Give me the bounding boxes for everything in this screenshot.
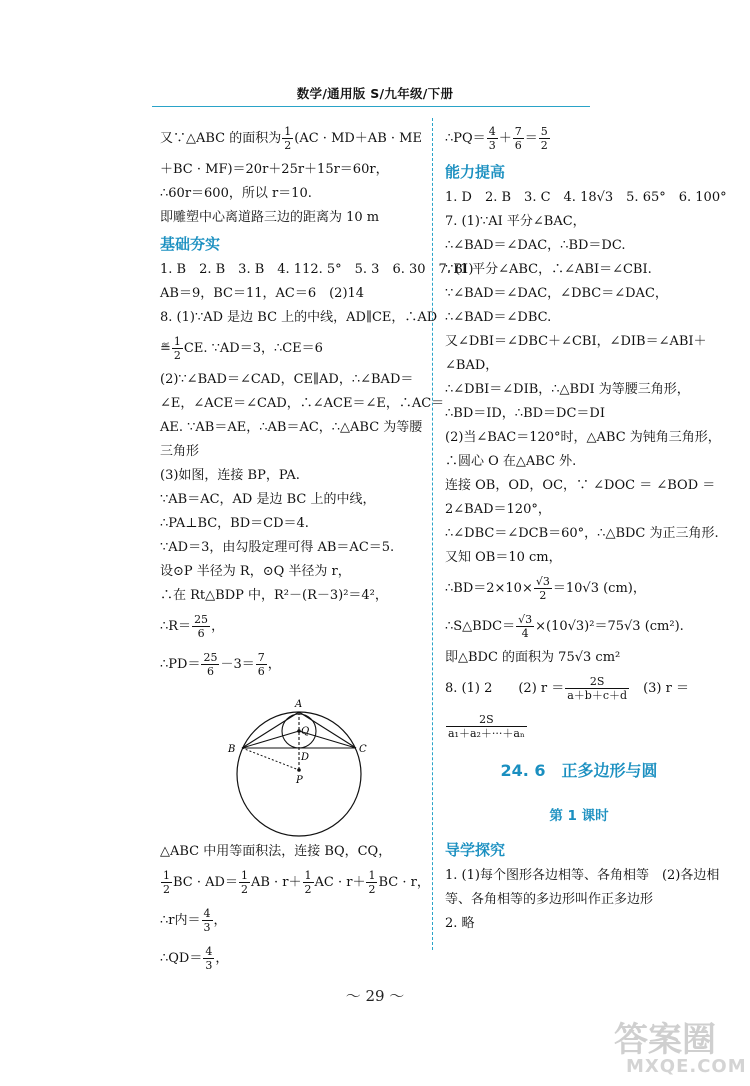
page-header: 数学/通用版 S/九年级/下册 [296, 86, 454, 101]
answer-line: 即△BDC 的面积为 75√3 cm² [445, 650, 621, 665]
circle-geometry-diagram [222, 694, 372, 844]
answer-line: ∴∠DBC＝∠DCB＝60°，∴△BDC 为正三角形. [445, 526, 719, 541]
segment-ab [242, 712, 299, 748]
right-column [445, 120, 727, 936]
answer-line: 2∠BAD＝120°， [445, 502, 551, 517]
answer-line: 等、各角相等的多边形叫作正多边形 [445, 892, 654, 907]
answer-line: ∴∠BAD＝∠DAC，∴BD＝DC. [445, 238, 626, 253]
answer-line: ∴PQ＝ $\frac{4}{3}$ ＋ $\frac{7}{6}$ ＝ $\frac{5}{2}$ [445, 125, 548, 152]
answer-line: ∴BD＝ID，∴BD＝DC＝DI [445, 406, 605, 421]
fraction: $\frac{7}{6}$ [257, 651, 265, 678]
fraction: $\frac{1}{2}$ [173, 335, 181, 362]
answer-line: ∴圆心 O 在△ABC 外. [445, 454, 577, 469]
fraction: $\frac{25}{6}$ [194, 613, 209, 640]
answer-line: ∴PD＝ $\frac{25}{6}$ －3＝ $\frac{7}{6}$ ， [160, 651, 281, 678]
answer-line: ∴S△BDC＝ $\frac{√3}{4}$ ×(10√3)²＝75√3 (cm²). [445, 613, 684, 640]
section-heading: 能力提高 [445, 163, 506, 181]
answer-line: ≝ $\frac{1}{2}$ CE. ∵AD＝3，∴CE＝6 [160, 335, 323, 362]
text-line: ∴60r＝600，所以 r＝10. [160, 186, 312, 201]
answer-line: AB＝9，BC＝11，AC＝6 (2)14 [160, 286, 365, 301]
text-line: ＋BC · MF)＝20r＋25r＋15r＝60r， [160, 162, 389, 177]
answer-line: (2)∵∠BAD＝∠CAD，CE∥AD，∴∠BAD＝ [160, 372, 414, 387]
answer-line: (2)当∠BAC＝120°时，△ABC 为钝角三角形， [445, 430, 721, 445]
answer-line: ∵AB＝AC，AD 是边 BC 上的中线， [160, 492, 376, 507]
answer-line: 1. D 2. B 3. C 4. 18√3 5. 65° 6. 100° [445, 190, 727, 205]
answer-line: ∵AD＝3，由勾股定理可得 AB＝AC＝5. [160, 540, 395, 555]
label-q: Q [301, 726, 310, 737]
lesson-title: 第 1 课时 [549, 808, 609, 824]
answer-line: ∴QD＝ $\frac{4}{3}$ ， [160, 945, 229, 972]
answer-line: 2. 略 [445, 916, 475, 931]
label-d: D [301, 752, 310, 763]
answer-line: 连接 OB，OD，OC，∵ ∠DOC ＝ ∠BOD ＝ [445, 478, 716, 493]
answer-line: 1. (1)每个图形各边相等、各角相等 (2)各边相 [445, 868, 720, 883]
fraction: $\frac{4}{3}$ [205, 945, 213, 972]
text-line: 即雕塑中心离道路三边的距离为 10 m [160, 210, 380, 225]
page-number: ～ 29 ～ [345, 987, 405, 1005]
section-heading: 导学探究 [445, 841, 506, 859]
answer-line: ∴r内＝ $\frac{4}{3}$ ， [160, 907, 227, 934]
answer-line: ∴∠DBI＝∠DIB，∴△BDI 为等腰三角形， [445, 382, 690, 397]
fraction: $\frac{25}{6}$ [203, 651, 218, 678]
watermark-logo: 答案圈 MXQE.COM [614, 1020, 747, 1077]
answer-line: 8. (1) 2 (2) r ＝ $\frac{2S}{a+b+c+d}$ (3) r ＝ [445, 675, 689, 702]
point-p [297, 768, 301, 772]
answer-line: ∴在 Rt△BDP 中，R²－(R－3)²＝4²， [160, 588, 388, 603]
answer-line: (3)如图，连接 BP，PA. [160, 468, 300, 483]
label-b: B [228, 744, 236, 755]
fraction: $\frac{4}{3}$ [203, 907, 211, 934]
answer-line: 设⊙P 半径为 R，⊙Q 半径为 r， [160, 564, 351, 579]
answer-line: ∵∠BAD＝∠DAC，∠DBC＝∠DAC， [445, 286, 668, 301]
answer-line: ∴BD＝2×10× $\frac{√3}{2}$ ＝10√3 (cm)， [445, 575, 646, 602]
answer-line: ∴R＝ $\frac{25}{6}$ ， [160, 613, 225, 640]
answer-line: 又知 OB＝10 cm， [445, 550, 562, 565]
label-c: C [359, 744, 367, 755]
header-rule [152, 106, 590, 107]
answer-line: 7. (1)∵AI 平分∠BAC， [445, 214, 586, 229]
section-heading: 基础夯实 [160, 235, 221, 253]
segment-bp [242, 748, 299, 770]
answer-line: △ABC 中用等面积法，连接 BQ，CQ， [160, 844, 392, 859]
answer-line: 三角形 [160, 444, 200, 459]
column-separator [432, 118, 433, 950]
answer-line: ∵BI 平分∠ABC，∴∠ABI＝∠CBI. [445, 262, 652, 277]
chapter-title: 24. 6 正多边形与圆 [500, 761, 658, 780]
answer-line: 又∠DBI＝∠DBC＋∠CBI，∠DIB＝∠ABI＋ [445, 334, 707, 349]
answer-line: 8. (1)∵AD 是边 BC 上的中线，AD∥CE，∴AD [160, 310, 438, 325]
label-a: A [295, 699, 303, 710]
label-p: P [296, 775, 303, 786]
answer-line: ∠BAD， [445, 358, 499, 373]
answer-line: ∠E，∠ACE＝∠CAD，∴∠ACE＝∠E，∴AC＝ [160, 396, 445, 411]
answer-line: 1. B 2. B 3. B 4. 112. 5° 5. 3 6. 30 7. (1) [160, 262, 474, 277]
answer-line: AE. ∵AB＝AE，∴AB＝AC，∴△ABC 为等腰 [160, 420, 423, 435]
answer-line: ∴PA⊥BC，BD＝CD＝4. [160, 516, 309, 531]
answer-line: ∴∠BAD＝∠DBC. [445, 310, 552, 325]
answer-line: $\frac{2S}{\text{a₁＋a₂＋···＋aₙ}}$ [448, 713, 525, 740]
text-line: 又∵△ABC 的面积为 $\frac{1}{2}$ (AC · MD＋AB · ME [160, 125, 422, 152]
answer-line: $\frac{1}{2}$ BC · AD＝ $\frac{1}{2}$ AB · r＋ $\frac{1}{2}$ AC · r＋ $\frac{1}{2}$ BC · r， [163, 869, 430, 896]
fraction: $\frac{1}{2}$ [284, 125, 292, 152]
